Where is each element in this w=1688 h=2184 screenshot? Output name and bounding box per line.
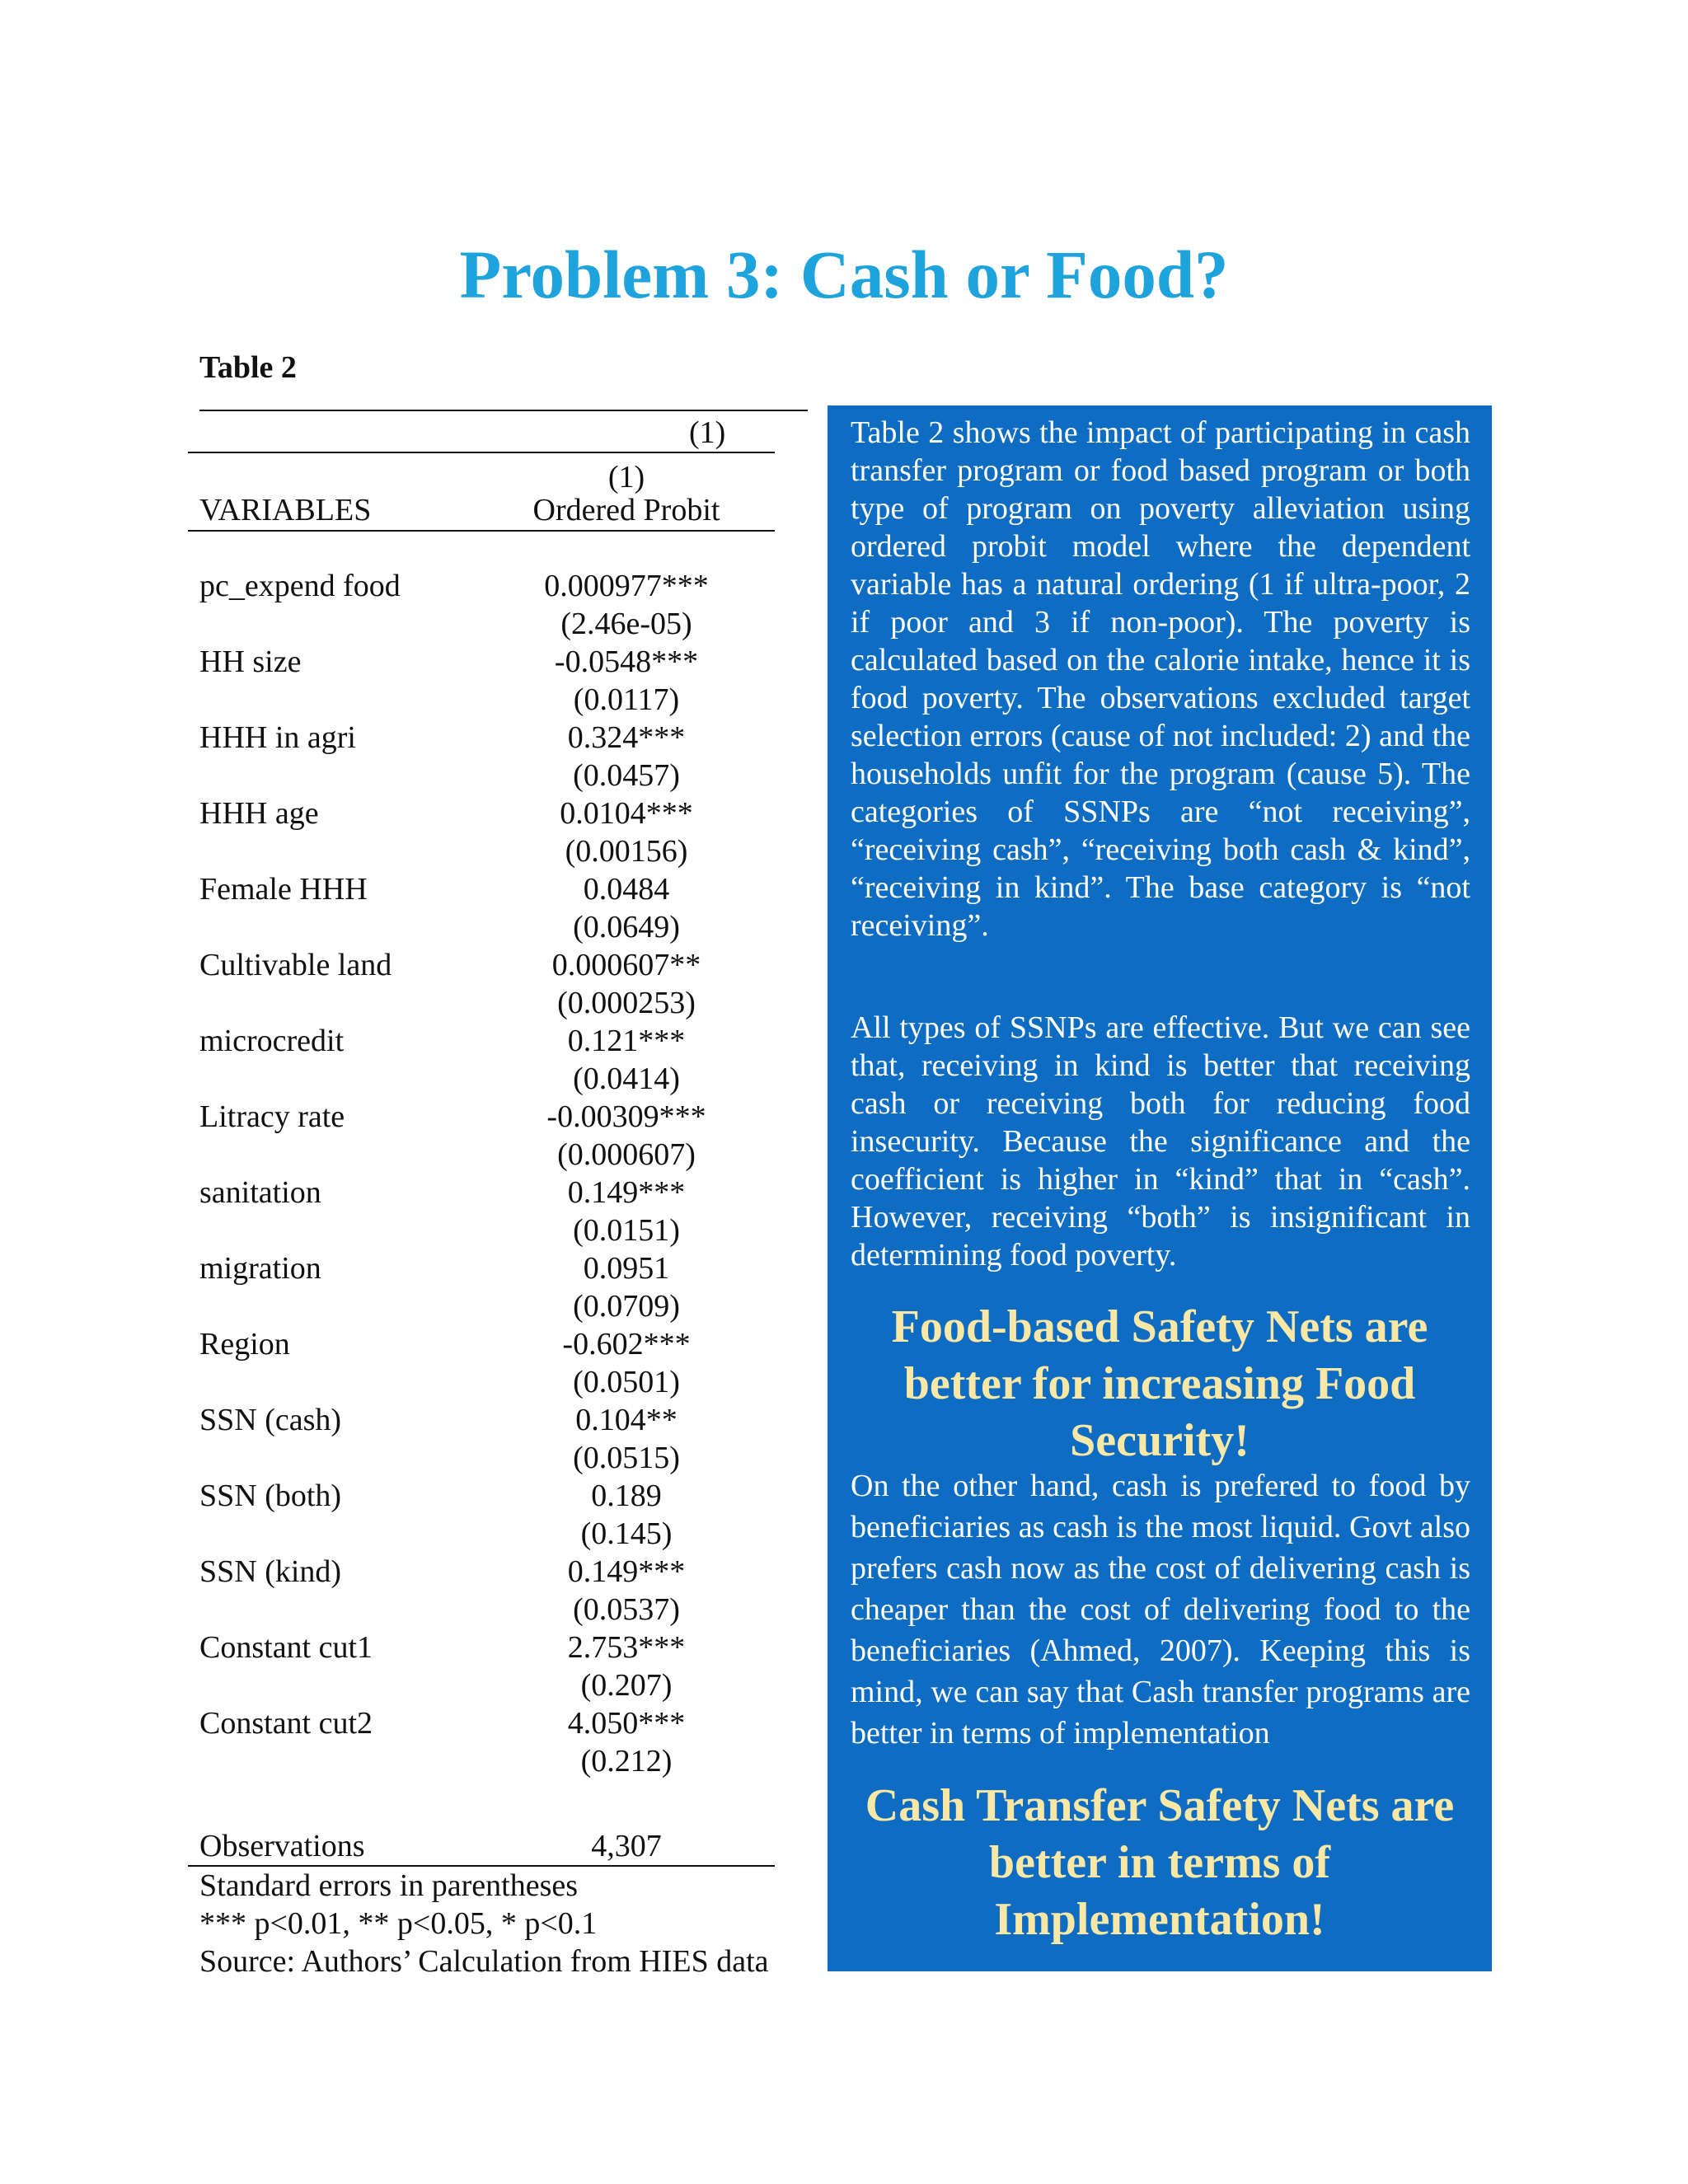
- coefficient: 4.050***: [567, 1706, 686, 1741]
- model-number: (1): [607, 460, 645, 494]
- standard-error: (0.0649): [573, 910, 680, 944]
- table-note: Source: Authors’ Calculation from HIES data: [199, 1944, 769, 1979]
- panel-paragraph: On the other hand, cash is prefered to food by beneficiaries as cash is the most liquid. Govt also prefers cash now as the cost of delivering cash is cheaper than the cost of delivering food to the beneficiaries (Ahmed, 2007). Keeping this is mind, we can say that Cash transfer programs are better in terms of implementation: [851, 1469, 1470, 1750]
- variable-name: Cultivable land: [199, 948, 392, 982]
- panel-headline: Food-based Safety Nets are better for increasing Food Security!: [891, 1301, 1428, 1466]
- coefficient: 0.149***: [567, 1554, 686, 1589]
- standard-error: (0.0414): [573, 1062, 680, 1096]
- coefficient: -0.00309***: [546, 1099, 706, 1134]
- variable-name: SSN (kind): [199, 1554, 342, 1589]
- model-name: Ordered Probit: [532, 493, 720, 527]
- coefficient: 0.324***: [567, 720, 686, 755]
- variable-name: sanitation: [199, 1175, 321, 1210]
- coefficient: 0.0484: [583, 872, 670, 907]
- variable-name: SSN (both): [199, 1479, 342, 1513]
- variable-name: Constant cut1: [199, 1630, 373, 1665]
- variable-name: HHH in agri: [199, 720, 356, 755]
- standard-error: (0.0515): [573, 1441, 680, 1475]
- standard-error: (0.212): [580, 1744, 673, 1779]
- observations-value: 4,307: [591, 1829, 662, 1863]
- coefficient: -0.0548***: [554, 644, 699, 679]
- variables-header: VARIABLES: [199, 493, 372, 527]
- standard-error: (0.000253): [557, 986, 696, 1020]
- variable-name: migration: [199, 1251, 321, 1286]
- variable-name: pc_expend food: [199, 569, 401, 603]
- coefficient: 2.753***: [567, 1630, 686, 1665]
- coefficient: 0.149***: [567, 1175, 686, 1210]
- coefficient: 0.0104***: [560, 796, 693, 831]
- table-header-rule: [188, 452, 775, 453]
- standard-error: (0.00156): [565, 834, 688, 869]
- variable-name: HH size: [199, 644, 302, 679]
- standard-error: (0.0151): [573, 1213, 680, 1248]
- page-title: Problem 3: Cash or Food?: [459, 237, 1229, 312]
- table-top-rule: [199, 410, 808, 411]
- coefficient: 0.000977***: [544, 569, 709, 603]
- standard-error: (0.000607): [557, 1137, 696, 1172]
- standard-error: (0.207): [580, 1668, 673, 1703]
- variable-name: Region: [199, 1327, 290, 1361]
- table-header-bottom-rule: [188, 530, 775, 532]
- variable-name: Litracy rate: [199, 1099, 345, 1134]
- standard-error: (0.0537): [573, 1592, 680, 1627]
- coefficient: 0.121***: [567, 1024, 686, 1058]
- variable-name: SSN (cash): [199, 1403, 342, 1437]
- variable-name: Female HHH: [199, 872, 368, 907]
- coefficient: 0.104**: [575, 1403, 678, 1437]
- variable-name: microcredit: [199, 1024, 345, 1058]
- standard-error: (0.0501): [573, 1365, 680, 1399]
- variable-name: Constant cut2: [199, 1706, 373, 1741]
- standard-error: (0.0117): [573, 682, 680, 717]
- top-model-label: (1): [689, 415, 726, 450]
- panel-headline: Cash Transfer Safety Nets are better in terms of Implementation!: [865, 1780, 1455, 1945]
- standard-error: (0.145): [580, 1516, 673, 1551]
- summary-panel: [828, 405, 1492, 1971]
- standard-error: (0.0457): [573, 758, 680, 793]
- panel-paragraph: All types of SSNPs are effective. But we can see that, receiving in kind is better that receiving cash or receiving both for reducing food insecurity. Because the significance and the coefficient is higher in “kind” that in “cash”. However, receiving “both” is insignificant in determining food poverty.: [851, 1010, 1470, 1272]
- standard-error: (2.46e-05): [560, 607, 692, 641]
- table-label: Table 2: [199, 350, 297, 385]
- observations-label: Observations: [199, 1829, 365, 1863]
- coefficient: 0.000607**: [551, 948, 701, 982]
- standard-error: (0.0709): [573, 1289, 680, 1324]
- table-note: *** p<0.01, ** p<0.05, * p<0.1: [199, 1906, 598, 1941]
- variable-name: HHH age: [199, 796, 319, 831]
- coefficient: 0.189: [591, 1479, 662, 1513]
- table-note: Standard errors in parentheses: [199, 1868, 579, 1903]
- coefficient: 0.0951: [583, 1251, 670, 1286]
- panel-paragraph: Table 2 shows the impact of participating in cash transfer program or food based program or both type of program on poverty alleviation using ordered probit model where the dependent variable has a natural ordering (1 if ultra-poor, 2 if poor and 3 if non-poor). The poverty is calculated based on the calorie intake, hence it is food poverty. The observations excluded target selection errors (cause of not included: 2) and the households unfit for the program (cause 5). The categories of SSNPs are “not receiving”, “receiving cash”, “receiving both cash & kind”, “receiving in kind”. The base category is “not receiving”.: [851, 415, 1470, 943]
- coefficient: -0.602***: [562, 1327, 691, 1361]
